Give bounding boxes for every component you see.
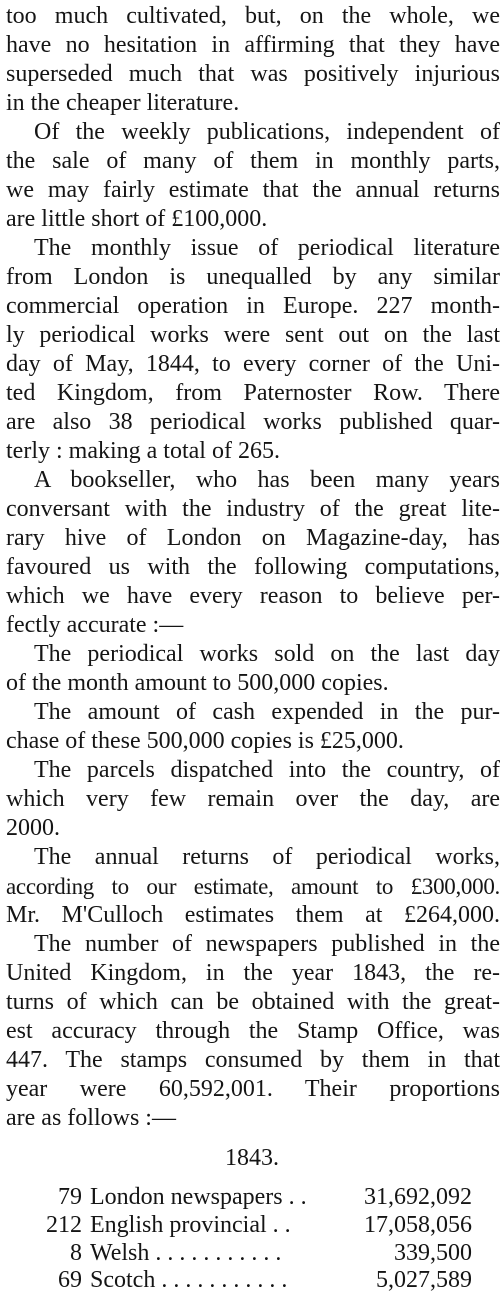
text-line: chase of these 500,000 copies is £25,000. (6, 728, 404, 754)
text-line: year were 60,592,001. Their proportions (6, 1076, 500, 1102)
text-line: too much cultivated, but, on the whole, we (6, 3, 500, 29)
text-line: of the month amount to 500,000 copies. (6, 670, 389, 696)
text-line: A bookseller, who has been many years (34, 467, 500, 493)
text-line: have no hesitation in affirming that they have (6, 32, 500, 58)
text-line: The periodical works sold on the last day (34, 641, 500, 667)
row-label: London newspapers . . (90, 1184, 307, 1210)
text-line: The number of newspapers published in the (34, 931, 500, 957)
text-line: Mr. M'Culloch estimates them at £264,000. (6, 902, 500, 928)
text-line: favoured us with the following computations, (6, 554, 500, 580)
row-label: English provincial . . (90, 1212, 291, 1238)
row-count: 8 (70, 1240, 82, 1266)
row-label: Welsh . . . . . . . . . . . (90, 1240, 282, 1266)
row-stamps: 5,027,589 (376, 1267, 472, 1293)
text-line: the sale of many of them in monthly parts, (6, 148, 500, 174)
text-line: in the cheaper literature. (6, 90, 240, 116)
text-line: terly : making a total of 265. (6, 438, 280, 464)
table-year-heading: 1843. (225, 1145, 279, 1171)
text-line: The amount of cash expended in the pur- (34, 699, 500, 725)
text-line: The monthly issue of periodical literature (34, 235, 500, 261)
text-line: rary hive of London on Magazine-day, has (6, 525, 500, 551)
row-stamps: 31,692,092 (364, 1184, 472, 1210)
text-line: which very few remain over the day, are (6, 786, 500, 812)
row-count: 79 (58, 1184, 82, 1210)
text-line: are also 38 periodical works published quar- (6, 409, 500, 435)
text-line: day of May, 1844, to every corner of the Uni- (6, 351, 500, 377)
text-line: 2000. (6, 815, 60, 841)
text-line: are little short of £100,000. (6, 206, 268, 232)
text-line: which we have every reason to believe per- (6, 583, 500, 609)
text-line: we may fairly estimate that the annual returns (6, 177, 500, 203)
text-line: conversant with the industry of the great lite- (6, 496, 500, 522)
text-line: according to our estimate, amount to £300,000. (6, 874, 500, 899)
text-line: Of the weekly publications, independent of (34, 119, 500, 145)
text-line: The parcels dispatched into the country, of (34, 757, 500, 783)
text-line: est accuracy through the Stamp Office, was (6, 1018, 500, 1044)
text-line: fectly accurate :— (6, 612, 184, 638)
text-line: from London is unequalled by any similar (6, 264, 500, 290)
row-stamps: 339,500 (394, 1240, 472, 1266)
text-line: ted Kingdom, from Paternoster Row. There (6, 380, 500, 406)
text-line: are as follows :— (6, 1105, 176, 1131)
text-line: The annual returns of periodical works, (34, 844, 500, 870)
text-line: commercial operation in Europe. 227 month- (6, 293, 500, 319)
text-line: 447. The stamps consumed by them in that (6, 1047, 500, 1073)
text-line: turns of which can be obtained with the great- (6, 989, 500, 1015)
row-count: 69 (58, 1267, 82, 1293)
text-line: ly periodical works were sent out on the last (6, 322, 500, 348)
text-line: superseded much that was positively injurious (6, 61, 500, 87)
row-count: 212 (46, 1212, 82, 1238)
row-label: Scotch . . . . . . . . . . . (90, 1267, 288, 1293)
text-line: United Kingdom, in the year 1843, the re- (6, 960, 500, 986)
row-stamps: 17,058,056 (364, 1212, 472, 1238)
